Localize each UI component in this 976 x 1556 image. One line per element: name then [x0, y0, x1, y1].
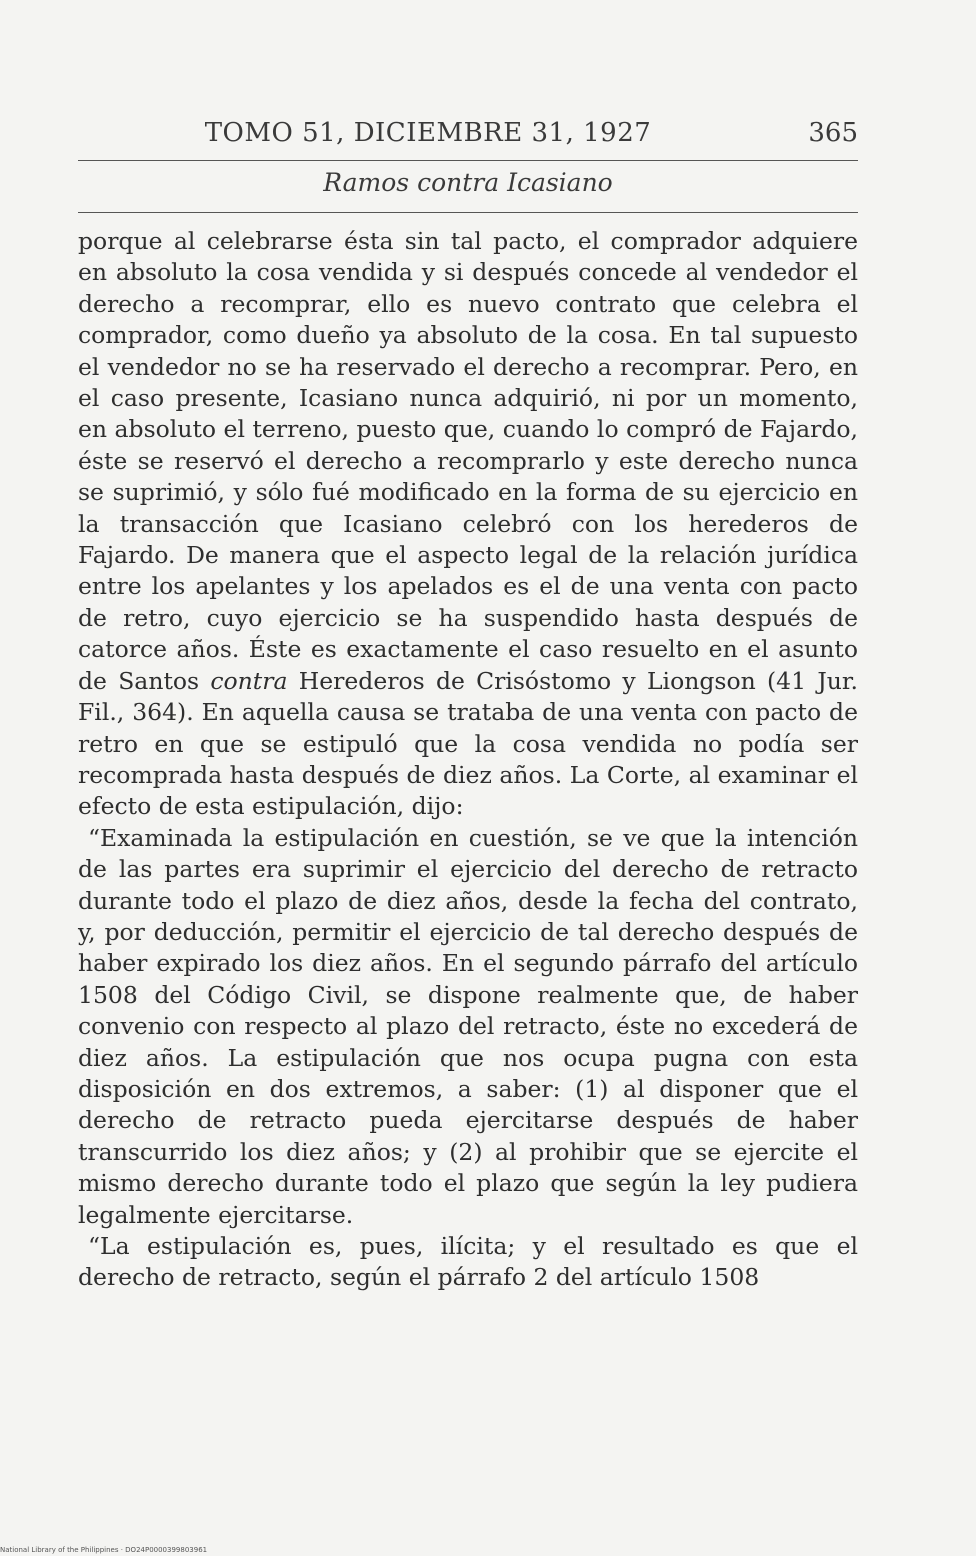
paragraph-2: “Examinada la estipulación en cuestión, se ve que la intención de las partes era suprimir el ejercicio del derecho de retracto durante todo el plazo de diez años, desde la fecha del contrato, y, por deducción, permitir el ejercicio de tal derecho después de haber expirado los diez años. En el segundo párrafo del artículo 1508 del Código Civil, se dispone realmente que, de haber convenio con respecto al plazo del retracto, éste no excederá de diez años. La estipulación que nos ocupa pugna con esta disposición en dos extremos, a saber: (1) al disponer que el derecho de retracto pueda ejercitarse después de haber transcurrido los diez años; y (2) al prohibir que se ejercite el mismo derecho durante todo el plazo que según la ley pudiera legalmente ejercitarse. — [78, 823, 858, 1229]
body-text — [78, 226, 858, 1294]
paragraph-1-part-b: Herederos de Crisóstomo y Liongson (41 Jur. Fil., 364). En aquella causa se trataba de una venta con pacto de retro en que se estipuló que la cosa vendida no podía ser recomprada hasta después de diez años. La Corte, al examinar el efecto de esta estipulación, dijo: — [78, 666, 858, 821]
library-footer: National Library of the Philippines · DO24P0000399803961 — [0, 1546, 208, 1554]
header-rule-top — [78, 160, 858, 161]
paragraph-1-italic: contra — [210, 666, 288, 695]
running-head — [78, 112, 858, 152]
paragraph-1-part-a: porque al celebrarse ésta sin tal pacto, el comprador adquiere en absoluto la cosa vendida y si después concede al vendedor el derecho a recomprar, ello es nuevo contrato que celebra el comprador, como dueño ya absoluto de la cosa. En tal supuesto el vendedor no se ha reservado el derecho a recomprar. Pero, en el caso presente, Icasiano nunca adquirió, ni por un momento, en absoluto el terreno, puesto que, cuando lo compró de Fajardo, éste se reservó el derecho a recomprarlo y este derecho nunca se suprimió, y sólo fué modificado en la forma de su ejercicio en la transacción que Icasiano celebró con los herederos de Fajardo. De manera que el aspecto legal de la relación jurídica entre los apelantes y los apelados es el de una venta con pacto de retro, cuyo ejercicio se ha suspendido hasta después de catorce años. Éste es exactamente el caso resuelto en el asunto de Santos — [78, 227, 858, 695]
volume-date-heading: TOMO 51, DICIEMBRE 31, 1927 — [204, 118, 652, 148]
paragraph-3: “La estipulación es, pues, ilícita; y el resultado es que el derecho de retracto, según el párrafo 2 del artículo 1508 — [78, 1232, 858, 1292]
paragraph-1 — [78, 226, 858, 823]
case-title: Ramos contra Icasiano — [323, 168, 613, 197]
header-rule-bottom — [78, 212, 858, 213]
page-number: 365 — [808, 118, 858, 148]
document-page — [78, 0, 858, 1556]
